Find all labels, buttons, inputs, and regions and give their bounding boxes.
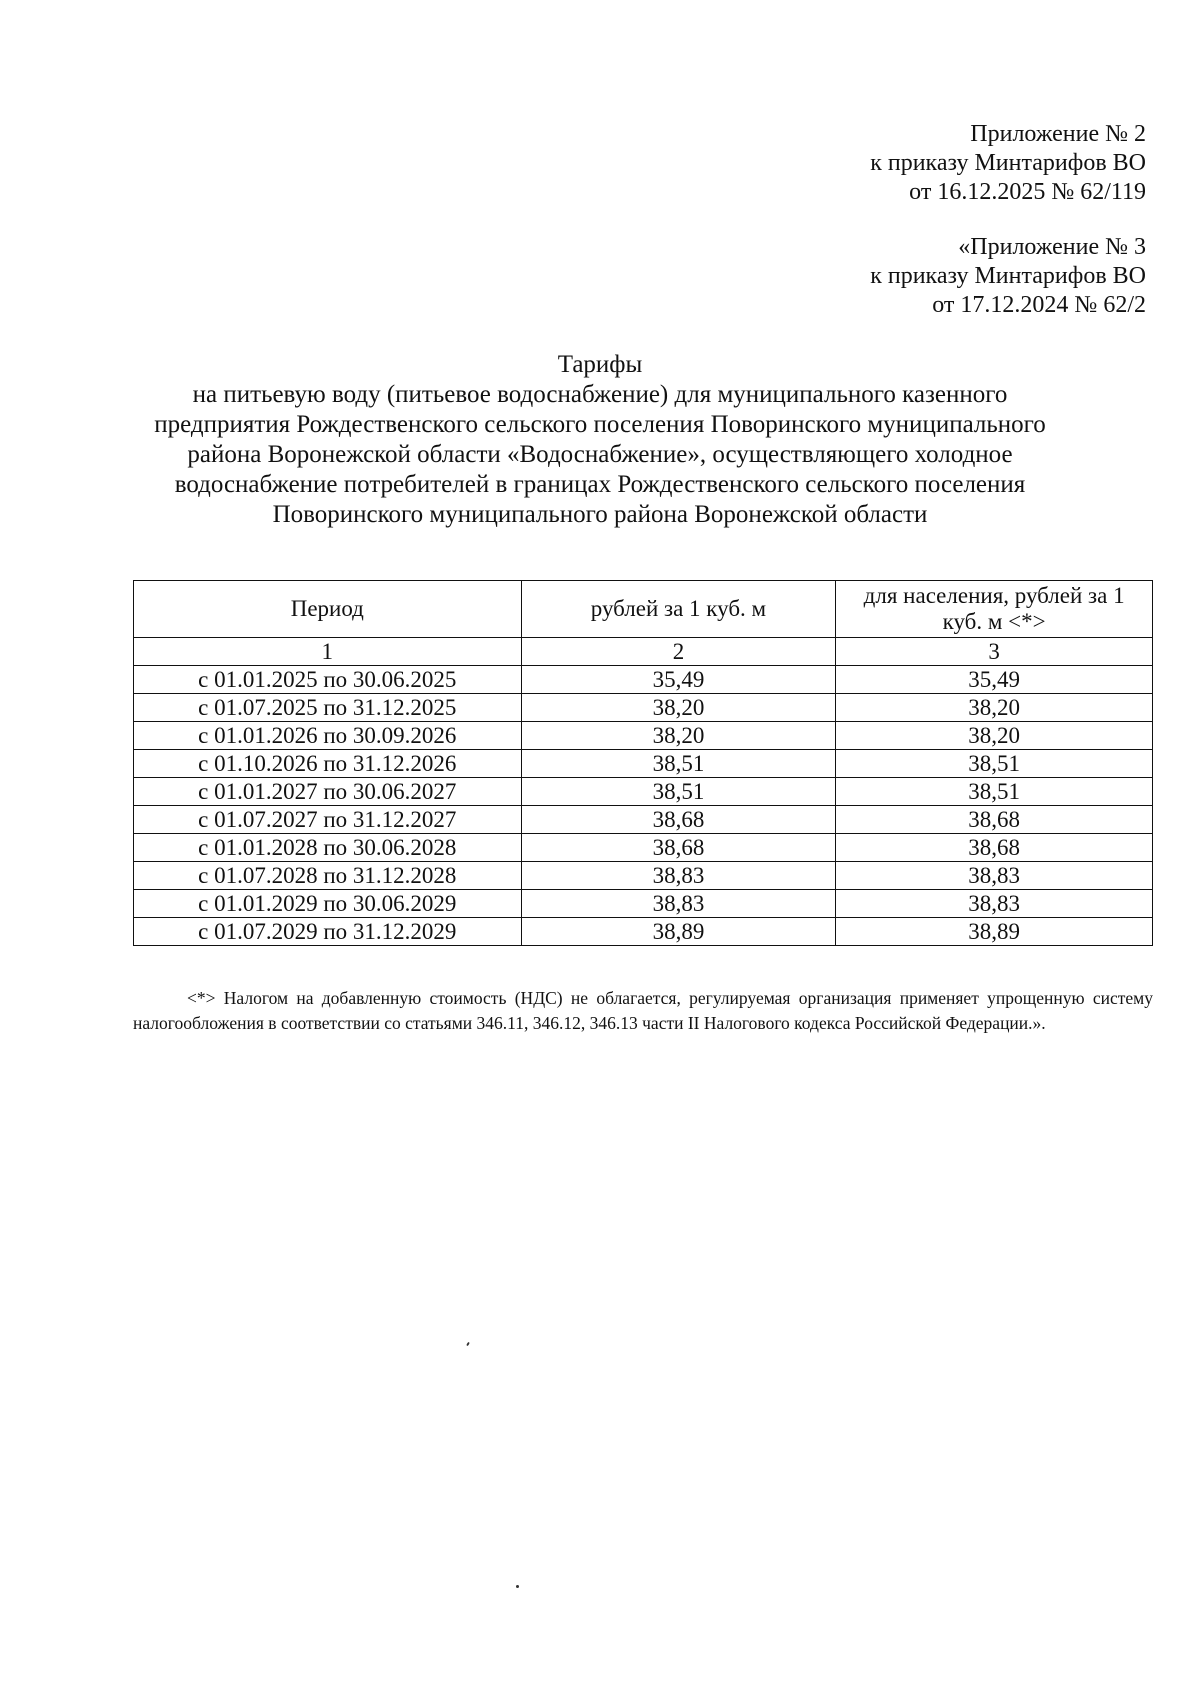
period-cell: с 01.01.2027 по 30.06.2027 bbox=[134, 778, 522, 806]
column-number: 3 bbox=[836, 638, 1153, 666]
annex-reference-current bbox=[870, 120, 1146, 207]
scan-speck bbox=[466, 1342, 470, 1346]
tariff-table bbox=[133, 580, 1153, 946]
column-number: 1 bbox=[134, 638, 522, 666]
population-rate-cell: 38,83 bbox=[836, 890, 1153, 918]
period-cell: с 01.07.2028 по 31.12.2028 bbox=[134, 862, 522, 890]
header-rate: рублей за 1 куб. м bbox=[521, 581, 836, 638]
table-row bbox=[134, 806, 1153, 834]
rate-cell: 38,89 bbox=[521, 918, 836, 946]
subtitle-line: водоснабжение потребителей в границах Рождественского сельского поселения bbox=[174, 471, 1026, 498]
population-rate-cell: 38,68 bbox=[836, 806, 1153, 834]
document-heading bbox=[90, 350, 1110, 530]
footnote-text: <*> Налогом на добавленную стоимость (НДС) не облагается, регулируемая организация применяет упрощенную систему налогообложения в соответствии со статьями 346.11, 346.12, 346.13 части II Налогового кодекса Российской Федерации.». bbox=[133, 988, 1153, 1033]
period-cell: с 01.10.2026 по 31.12.2026 bbox=[134, 750, 522, 778]
rate-cell: 38,20 bbox=[521, 694, 836, 722]
header-population-rate bbox=[836, 581, 1153, 638]
population-rate-cell: 38,51 bbox=[836, 750, 1153, 778]
rate-cell: 38,20 bbox=[521, 722, 836, 750]
table-row bbox=[134, 862, 1153, 890]
population-rate-cell: 38,51 bbox=[836, 778, 1153, 806]
rate-cell: 38,68 bbox=[521, 806, 836, 834]
table-row bbox=[134, 834, 1153, 862]
header-period: Период bbox=[134, 581, 522, 638]
rate-cell: 38,51 bbox=[521, 778, 836, 806]
period-cell: с 01.01.2029 по 30.06.2029 bbox=[134, 890, 522, 918]
rate-cell: 38,83 bbox=[521, 890, 836, 918]
table-header-row bbox=[134, 581, 1153, 638]
table-row bbox=[134, 694, 1153, 722]
period-cell: с 01.01.2026 по 30.09.2026 bbox=[134, 722, 522, 750]
population-rate-cell: 38,68 bbox=[836, 834, 1153, 862]
rate-cell: 35,49 bbox=[521, 666, 836, 694]
subtitle-line: предприятия Рождественского сельского поселения Поворинского муниципального bbox=[154, 411, 1046, 438]
annex-reference-previous bbox=[870, 233, 1146, 320]
header-population-rate-line: для населения, рублей за 1 bbox=[863, 583, 1125, 608]
header-population-rate-line: куб. м <*> bbox=[942, 609, 1046, 634]
annex-order-ref: к приказу Минтарифов ВО bbox=[870, 263, 1146, 289]
rate-cell: 38,83 bbox=[521, 862, 836, 890]
period-cell: с 01.07.2027 по 31.12.2027 bbox=[134, 806, 522, 834]
annex-number: «Приложение № 3 bbox=[958, 234, 1146, 260]
footnote bbox=[133, 986, 1153, 1036]
period-cell: с 01.01.2028 по 30.06.2028 bbox=[134, 834, 522, 862]
page-title: Тарифы bbox=[557, 351, 643, 378]
table-row bbox=[134, 918, 1153, 946]
table-row bbox=[134, 666, 1153, 694]
annex-order-date: от 16.12.2025 № 62/119 bbox=[909, 179, 1146, 205]
annex-order-ref: к приказу Минтарифов ВО bbox=[870, 150, 1146, 176]
column-number-row bbox=[134, 638, 1153, 666]
population-rate-cell: 38,89 bbox=[836, 918, 1153, 946]
population-rate-cell: 38,20 bbox=[836, 722, 1153, 750]
rate-cell: 38,51 bbox=[521, 750, 836, 778]
period-cell: с 01.07.2025 по 31.12.2025 bbox=[134, 694, 522, 722]
subtitle-line: на питьевую воду (питьевое водоснабжение) для муниципального казенного bbox=[192, 381, 1008, 408]
population-rate-cell: 35,49 bbox=[836, 666, 1153, 694]
rate-cell: 38,68 bbox=[521, 834, 836, 862]
table-row bbox=[134, 722, 1153, 750]
annex-order-date: от 17.12.2024 № 62/2 bbox=[932, 292, 1146, 318]
annex-number: Приложение № 2 bbox=[970, 121, 1146, 147]
table-row bbox=[134, 750, 1153, 778]
subtitle-line: района Воронежской области «Водоснабжение», осуществляющего холодное bbox=[187, 441, 1013, 468]
period-cell: с 01.01.2025 по 30.06.2025 bbox=[134, 666, 522, 694]
column-number: 2 bbox=[521, 638, 836, 666]
table-row bbox=[134, 778, 1153, 806]
subtitle-line: Поворинского муниципального района Воронежской области bbox=[272, 501, 928, 528]
table-row bbox=[134, 890, 1153, 918]
scan-speck bbox=[516, 1585, 519, 1588]
period-cell: с 01.07.2029 по 31.12.2029 bbox=[134, 918, 522, 946]
population-rate-cell: 38,20 bbox=[836, 694, 1153, 722]
population-rate-cell: 38,83 bbox=[836, 862, 1153, 890]
